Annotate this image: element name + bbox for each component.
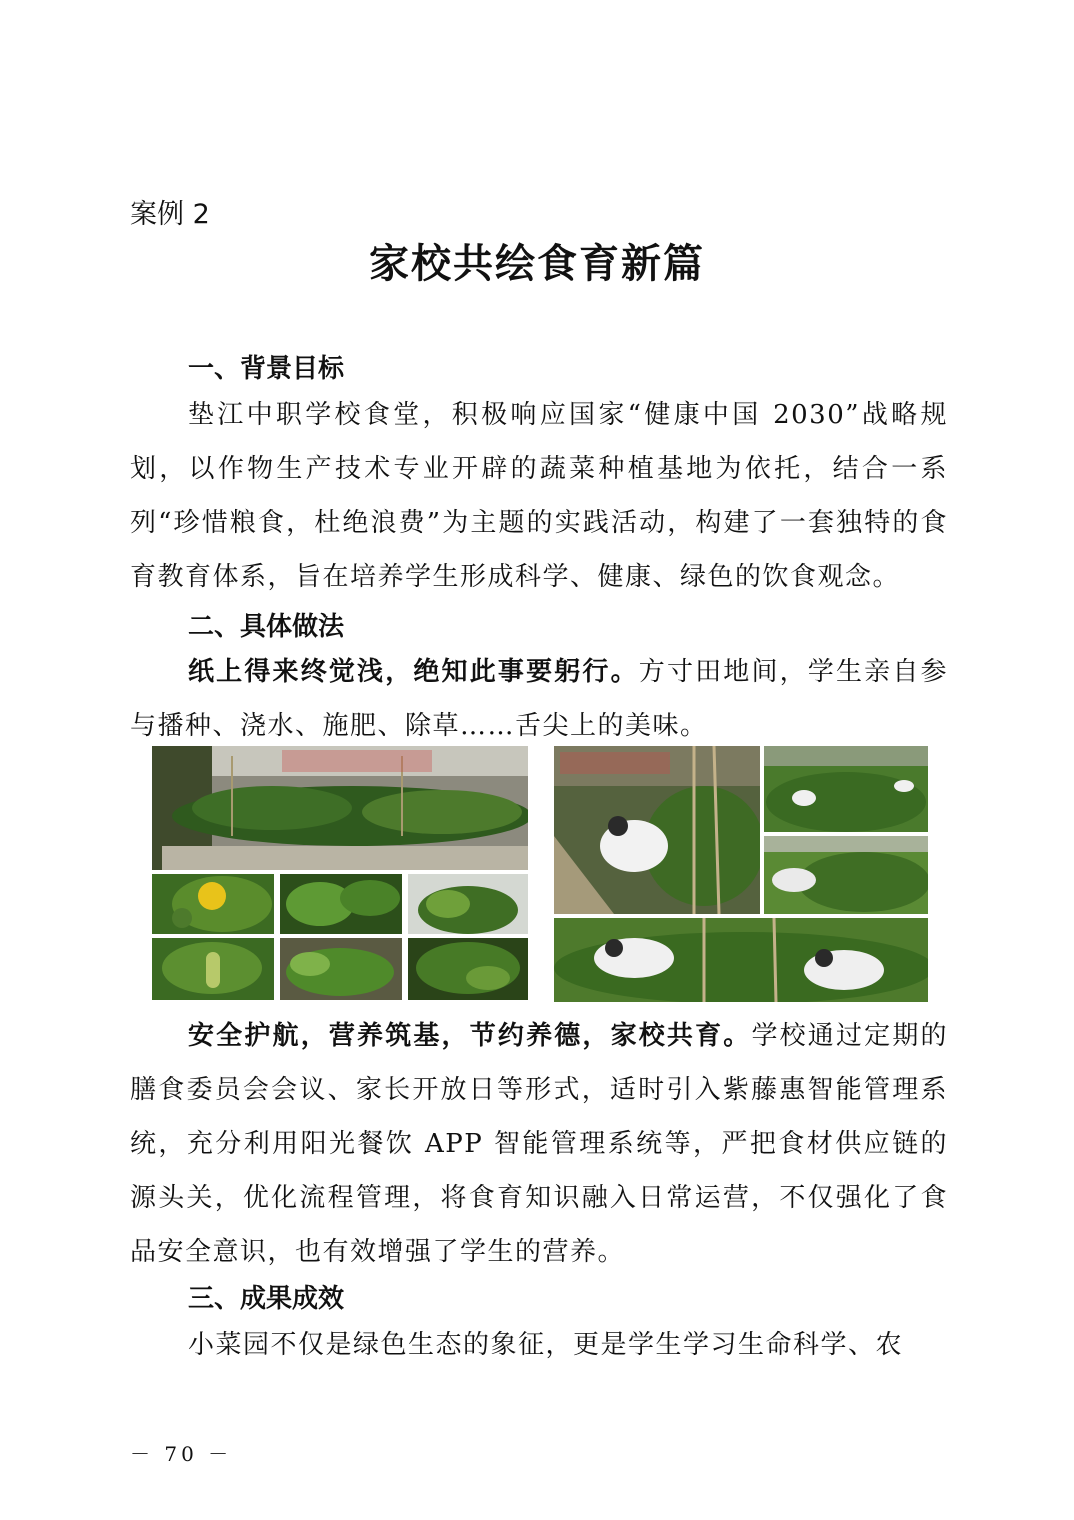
methods-paragraph-2-lead: 安全护航，营养筑基，节约养德，家校共育。 [188, 1021, 752, 1051]
page-title: 家校共绘食育新篇 [369, 240, 705, 287]
cucumber-photo [152, 938, 274, 1000]
students-weeding-photo [554, 746, 760, 914]
methods-paragraph-1-body: 方寸田地间，学生亲自参与播种、浇水、施肥、除草……舌尖上的美味。 [130, 657, 948, 741]
students-group-photo [554, 918, 928, 1002]
students-field-photo-2 [764, 836, 928, 914]
results-paragraph: 小菜园不仅是绿色生态的象征，更是学生学习生命科学、农 [188, 1330, 904, 1360]
seedling-photo [280, 938, 402, 1000]
photo-collage [152, 746, 928, 1002]
leafy-plant-photo-1 [280, 874, 402, 934]
leafy-plant-photo-2 [408, 874, 528, 934]
methods-paragraph-1-lead: 纸上得来终觉浅，绝知此事要躬行。 [188, 657, 639, 687]
pumpkin-flower-photo [152, 874, 274, 934]
case-label: 案例 2 [130, 199, 210, 230]
section-heading-results: 三、成果成效 [188, 1284, 345, 1314]
eggplant-plant-photo [408, 938, 528, 1000]
garden-bed-photo [152, 746, 528, 870]
background-paragraph: 垫江中职学校食堂，积极响应国家“健康中国 2030”战略规划，以作物生产技术专业开辟的蔬菜种植基地为依托，结合一系列“珍惜粮食，杜绝浪费”为主题的实践活动，构建了一套独特的食育教育体系，旨在培养学生形成科学、健康、绿色的饮食观念。 [130, 400, 948, 592]
section-heading-background: 一、背景目标 [188, 354, 345, 384]
methods-paragraph-2 [130, 1009, 948, 1279]
page-number: － 70 － [130, 1442, 233, 1466]
methods-paragraph-2-body: 学校通过定期的膳食委员会会议、家长开放日等形式，适时引入紫藤惠智能管理系统，充分利用阳光餐饮 APP 智能管理系统等，严把食材供应链的源头关，优化流程管理，将食育知识融入日常运营，不仅强化了食品安全意识，也有效增强了学生的营养。 [130, 1021, 948, 1267]
students-field-photo-1 [764, 746, 928, 832]
section-heading-methods: 二、具体做法 [188, 612, 345, 642]
methods-paragraph-1 [130, 645, 948, 753]
